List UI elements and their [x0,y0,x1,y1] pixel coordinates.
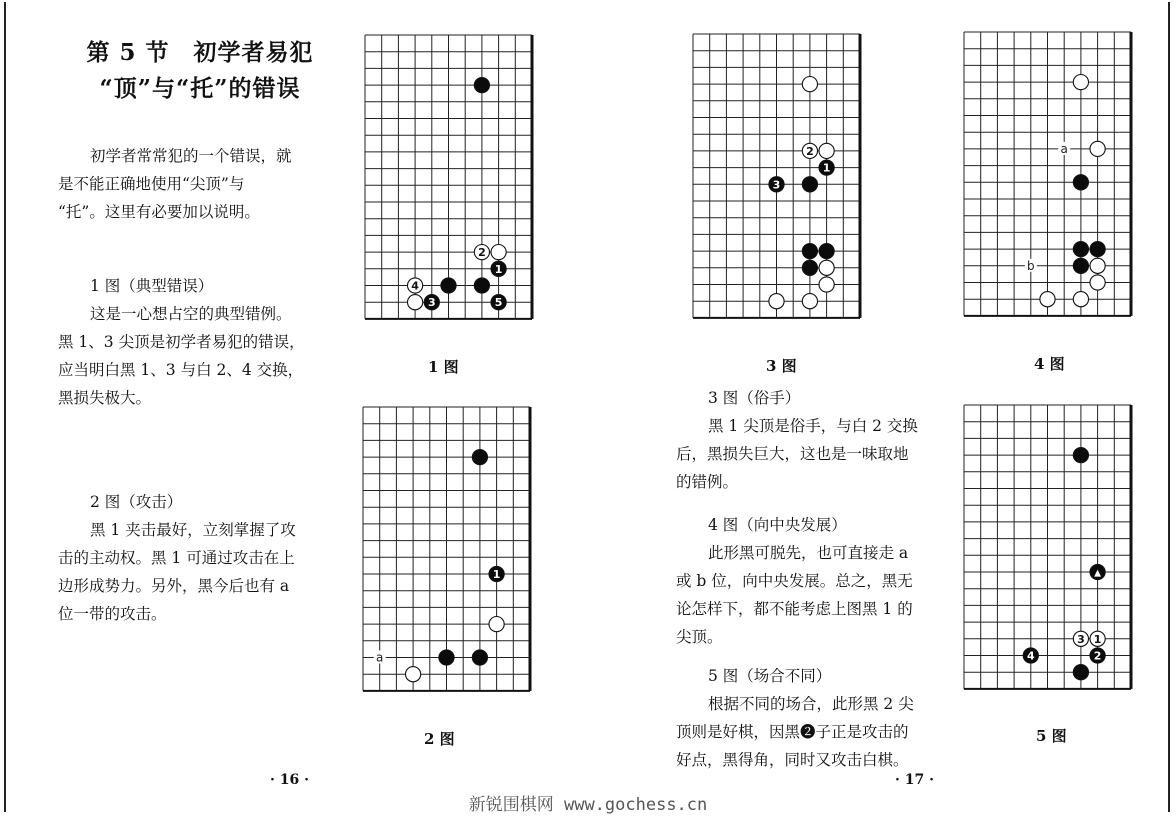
intro-paragraph [58,142,343,226]
section-title-line2: “顶”与“托”的错误 [99,75,301,102]
fig5-line: 顶则是好棋，因黑❷子正是攻击的 [676,723,909,741]
stone-label: 1 [494,262,503,276]
page-number-left: · 16 · [270,772,309,788]
fig3-line: 后，黑损失巨大，这也是一味取地 [676,445,909,463]
black-stone [1073,258,1088,273]
black-stone-3 [424,295,439,310]
black-stone-3 [769,177,784,192]
white-stone [819,143,834,158]
stone-label: 2 [1093,649,1102,663]
stone-label: 3 [1077,632,1085,646]
point-mark-b: b [1026,258,1035,273]
fig4-paragraph [676,511,958,651]
black-stone [439,650,454,665]
black-stone [802,260,817,275]
white-stone-2 [474,245,489,260]
black-stone-1 [491,261,506,276]
black-stone-4 [1023,648,1038,663]
go-board-fig3 [691,32,863,334]
white-stone [802,294,817,309]
black-stone [472,650,487,665]
fig3-line: 的错例。 [676,473,739,491]
fig1-line: 应当明白黑 1、3 与白 2、4 交换， [58,361,304,379]
fig4-line: 尖顶。 [676,628,723,646]
stone-label: 2 [478,246,486,260]
white-stone [489,617,504,632]
fig4-line: 或 b 位，向中央发展。总之，黑无 [676,572,913,590]
black-stone [1073,175,1088,190]
white-stone [1040,292,1055,307]
fig3-paragraph [676,384,958,496]
white-stone [1090,258,1105,273]
stone-label: 1 [492,568,501,581]
stone-label: 4 [411,279,419,293]
board-grid [964,405,1131,689]
board-grid [693,34,860,318]
go-board-fig5 [962,403,1134,705]
board-grid [365,35,532,319]
fig4-heading: 4 图（向中央发展） [708,516,847,534]
fig2-line: 位一带的攻击。 [58,605,167,623]
fig2-line: 黑 1 夹击最好，立刻掌握了攻 [90,521,296,539]
board-grid [363,407,530,691]
white-stone [819,277,834,292]
stone-label: 1 [822,161,831,175]
fig5-line: 根据不同的场合，此形黑 2 尖 [708,695,914,713]
fig5-heading: 5 图（场合不同） [708,667,832,685]
fig2-heading: 2 图（攻击） [90,493,183,511]
white-stone [1073,75,1088,90]
black-stone-▲ [1090,564,1105,579]
stone-label: 5 [494,296,503,310]
black-stone [819,244,834,259]
caption-fig3: 3 图 [766,357,797,375]
black-stone-2 [1090,648,1105,663]
white-stone [408,295,423,310]
fig1-heading: 1 图（典型错误） [90,277,214,295]
intro-line: 初学者常常犯的一个错误，就 [90,147,292,165]
board-grid [964,32,1131,316]
stone-label: ▲ [1094,568,1102,579]
fig1-line: 这是一心想占空的典型错例。 [90,305,292,323]
intro-line: 是不能正确地使用“尖顶”与 [58,175,245,193]
white-stone [1073,292,1088,307]
go-board-fig1 [363,33,535,335]
white-stone [491,245,506,260]
white-stone-3 [1073,631,1088,646]
stone-label: 3 [427,296,436,310]
black-stone-1 [489,566,504,581]
black-stone [1090,242,1105,257]
stone-label: 3 [772,178,781,192]
black-stone [441,278,456,293]
stone-label: 1 [1093,632,1102,646]
fig4-line: 此形黑可脱先，也可直接走 a [708,544,909,562]
black-stone [472,450,487,465]
fig1-line: 黑损失极大。 [58,389,152,407]
black-stone [1073,242,1088,257]
watermark-footer: 新锐围棋网 www.gochess.cn [468,795,708,815]
black-stone [474,278,489,293]
black-stone [802,244,817,259]
white-stone [769,294,784,309]
stone-label: 2 [806,144,814,158]
white-stone-4 [408,278,423,293]
point-mark-a: a [1060,141,1068,156]
fig1-line: 黑 1、3 尖顶是初学者易犯的错误， [58,333,305,351]
fig2-paragraph [58,488,348,628]
white-stone [1090,141,1105,156]
go-board-fig4 [962,30,1134,332]
caption-fig4: 4 图 [1034,355,1065,373]
black-stone-5 [491,295,506,310]
white-stone [406,667,421,682]
caption-fig2: 2 图 [424,730,455,748]
white-stone [819,260,834,275]
black-stone [802,177,817,192]
point-mark-a: a [376,650,384,665]
black-stone-1 [819,160,834,175]
white-stone [802,77,817,92]
fig3-line: 黑 1 尖顶是俗手，与白 2 交换 [708,417,918,435]
page-number-right: · 17 · [895,772,934,788]
stone-label: 4 [1026,649,1035,663]
black-stone [474,78,489,93]
fig5-line: 好点，黑得角，同时又攻击白棋。 [676,751,909,769]
fig5-paragraph [676,662,958,774]
fig2-line: 边形成势力。另外，黑今后也有 a [58,577,290,595]
fig4-line: 论怎样下，都不能考虑上图黑 1 的 [676,600,913,618]
white-stone-2 [802,143,817,158]
fig2-line: 击的主动权。黑 1 可通过攻击在上 [58,549,295,567]
black-stone [1073,448,1088,463]
white-stone-1 [1090,631,1105,646]
caption-fig1: 1 图 [428,358,459,376]
fig3-heading: 3 图（俗手） [708,389,801,407]
intro-line: “托”。这里有必要加以说明。 [58,203,260,221]
go-board-fig2 [361,405,533,707]
fig1-paragraph [58,272,348,412]
white-stone [1090,275,1105,290]
black-stone [1073,665,1088,680]
section-title-line1: 第 5 节 初学者易犯 [86,39,314,66]
caption-fig5: 5 图 [1036,727,1067,745]
